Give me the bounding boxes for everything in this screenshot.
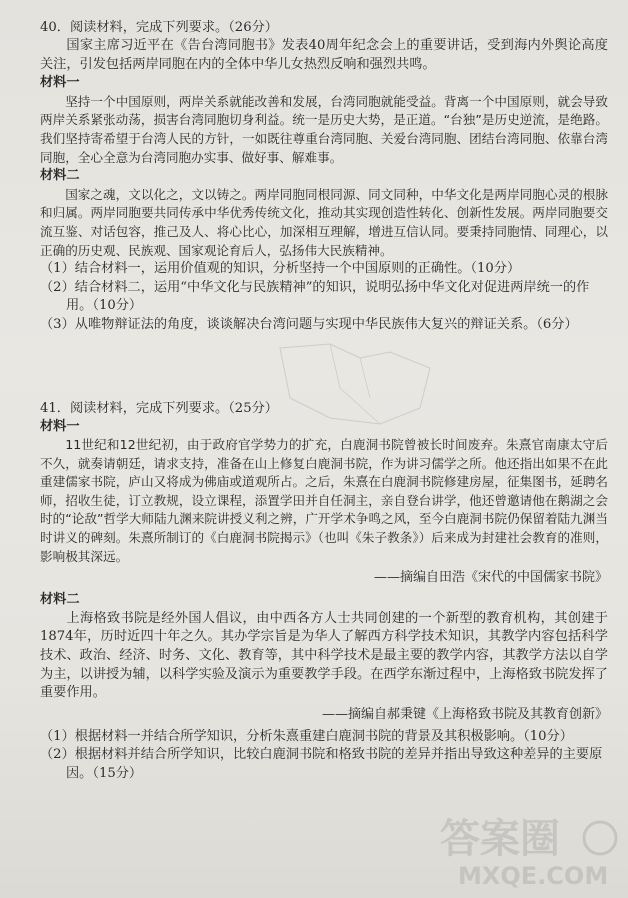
q41-material2-label: 材料二 (40, 592, 80, 608)
q41-title: 41．阅读材料，完成下列要求。（25分） (40, 400, 278, 416)
q41-material2-text: 上海格致书院是经外国人倡议，由中西各方人士共同创建的一个新型的教育机构，其创建于1874年，历时近四十年之久。其办学宗旨是为华人了解西方科学技术知识，其教学内容包括科学技术、政治、经济、时务、文化、教育等，其中科学技术是最主要的教学内容，其教学方法以自学为主，以讲授为辅，以科学实验及演示为重要教学手段。在西学东渐过程中，上海格致书院发挥了重要作用。 (40, 610, 608, 701)
q40-question-3: （3）从唯物辩证法的角度，谈谈解决台湾问题与实现中华民族伟大复兴的辩证关系。（6分） (40, 316, 578, 332)
exam-content (40, 18, 608, 784)
answer-space (40, 335, 608, 399)
q40-material1-text: 坚持一个中国原则，两岸关系就能改善和发展，台湾同胞就能受益。背离一个中国原则，就会导致两岸关系紧张动荡，损害台湾同胞切身利益。统一是历史大势，是正道。“台独”是历史逆流，是绝路。我们坚持寄希望于台湾人民的方针，一如既往尊重台湾同胞、关爱台湾同胞、团结台湾同胞、依靠台湾同胞，全心全意为台湾同胞办实事、做好事、解难事。 (40, 93, 608, 165)
q41-material1-source: ——摘编自田浩《宋代的中国儒家书院》 (373, 570, 608, 586)
q40-material1-label: 材料一 (40, 75, 80, 91)
q41-material1-label: 材料一 (40, 418, 80, 434)
watermark-site-text: MXQE.COM (458, 862, 609, 890)
watermark-logo-text: 答案圈 (440, 816, 560, 862)
q40-material2-text: 国家之魂，文以化之，文以铸之。两岸同胞同根同源、同文同种，中华文化是两岸同胞心灵的根脉和归属。两岸同胞要共同传承中华优秀传统文化，推动其实现创造性转化、创新性发展。两岸同胞要交流互鉴、对话包容，推己及人、将心比心，加深相互理解，增进互信认同。要秉持同胞情、同理心，以正确的历史观、民族观、国家观论育后人，弘扬伟大民族精神。 (40, 186, 608, 258)
q41-question-2: （2）根据材料并结合所学知识，比较白鹿洞书院和格致书院的差异并指出导致这种差异的主要原因。（15分） (40, 747, 603, 781)
q41-material2-source: ——摘编自郝秉键《上海格致书院及其教育创新》 (321, 706, 608, 722)
q40-material2-label: 材料二 (40, 168, 80, 184)
q40-intro: 国家主席习近平在《告台湾同胞书》发表40周年纪念会上的重要讲话，受到海内外舆论高度关注，引发包括两岸同胞在内的全体中华儿女热烈反响和强烈共鸣。 (40, 38, 608, 72)
q41-material1-text: 11世纪和12世纪初，由于政府官学势力的扩充，白鹿洞书院曾被长时间废弃。朱熹官南康太守后不久，就奏请朝廷，请求支持，准备在山上修复白鹿洞书院，作为讲习儒学之所。他还指出如果不在此重建儒家书院，庐山又将成为佛庙或道观所占。之后，朱熹在白鹿洞书院修建房屋，征集图书，延聘名师，招收生徒，订立教规，设立课程，添置学田并自任洞主，亲自登台讲学，他还曾邀请他在鹅湖之会时的“论敌”哲学大师陆九渊来院讲授义利之辨，广开学术争鸣之风，至今白鹿洞书院仍保留着陆九渊当时讲义的碑刻。朱熹所制订的《白鹿洞书院揭示》（也叫《朱子教条》）后来成为封建社会教育的准则，影响极其深远。 (40, 437, 608, 564)
q40-question-1: （1）结合材料一，运用价值观的知识，分析坚持一个中国原则的正确性。（10分） (40, 261, 521, 277)
site-watermark-logo (432, 804, 622, 892)
q41-question-1: （1）根据材料一并结合所学知识，分析朱熹重建白鹿洞书院的背景及其积极影响。（10分） (40, 728, 573, 744)
q40-question-2: （2）结合材料二，运用“中华文化与民族精神”的知识，说明弘扬中华文化对促进两岸统一的作用。（10分） (40, 279, 590, 314)
q40-title: 40．阅读材料，完成下列要求。（26分） (40, 20, 278, 35)
